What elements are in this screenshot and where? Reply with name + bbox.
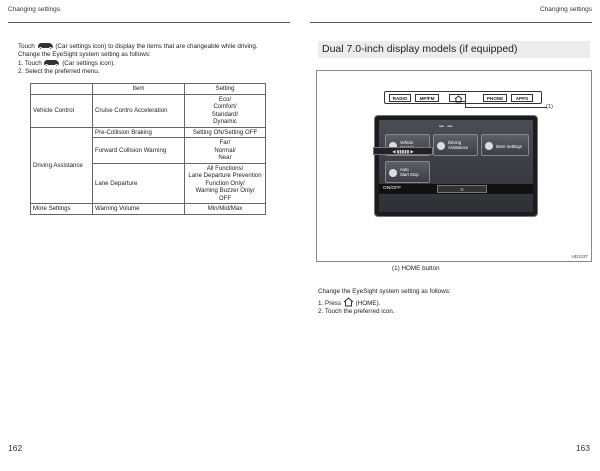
table-item-cell: Pre-Collision Braking [93,127,185,138]
radio-button[interactable]: RADIO [389,94,411,102]
tile-auto-start-stop[interactable] [385,161,430,183]
table-item-cell: Forward Collision Warning [93,138,185,164]
table-setting-cell: Min/Mid/Max [185,204,266,215]
table-setting-cell: Eco/ Comfort/ Standard/ Dynamic [185,94,266,127]
callout-label: (1) [546,104,553,110]
table-item-cell: Cruise Contro Acceleration [93,94,185,127]
table-setting-cell: Far/ Normal/ Near [185,138,266,164]
intro-text [18,43,278,76]
instructions-line2-b: (HOME). [355,299,381,307]
home-icon [343,297,354,307]
intro-line4: 2. Select the preferred menu. [18,67,100,75]
touch-screen [374,115,538,217]
phone-button[interactable]: PHONE [483,94,507,102]
table-group-cell: Vehicle Control [31,94,93,127]
car-settings-icon [37,43,54,49]
table-header-cell [31,84,93,95]
table-row [31,204,266,215]
intro-line1-b: (Car settings icon) to display the items that are changeable while driving. [55,43,258,50]
table-header-row [31,84,266,95]
car-settings-icon [43,60,60,66]
button-bar [384,91,542,104]
more-settings-icon [485,142,493,150]
instructions-line1: Change the EyeSight system setting as follows: [318,288,451,295]
tile-label: Driving Assistance [448,140,469,150]
settings-table [30,83,266,215]
figure-caption: (1) HOME button [392,265,440,272]
driving-assistance-icon [437,142,445,150]
home-button[interactable] [449,94,466,102]
auto-start-stop-icon [389,169,397,177]
tile-label: Auto Start Stop [400,167,419,177]
tile-more-settings[interactable] [481,134,529,156]
display-figure [316,70,592,262]
table-setting-cell: Setting ON/Setting OFF [185,127,266,138]
table-item-cell: Lane Departure [93,163,185,204]
table-group-cell: More Settings [31,204,93,215]
intro-line3-a: 1. Touch [18,59,42,67]
page-indicator: ▬ ▬ [439,123,454,129]
instructions [318,288,578,317]
tile-label: More Settings [496,144,522,149]
intro-line3-b: (Car settings icon). [62,59,116,67]
table-header-cell: Setting [185,84,266,95]
climate-strip [379,184,533,194]
table-row [31,94,266,127]
table-item-cell: Warning Volume [93,204,185,215]
table-row [31,127,266,138]
section-title: Dual 7.0-inch display models (if equipped) [318,41,590,58]
table-setting-cell: All Functions/ Lane Departure Prevention Function Only/ Warning Buzzer Only/ OFF [185,163,266,204]
table-header-cell: Item [93,84,185,95]
mpfm-button[interactable]: MP/FM [415,94,439,102]
fan-control-icon[interactable]: ◀ ▮▮▮▮▮ ▶ [373,147,433,155]
intro-line1-a: Touch [18,43,35,50]
screen-inner [379,120,533,212]
tile-label: Vehicle [400,140,414,145]
page-header-right: Changing settings [539,6,592,13]
fan-indicator-icon: ≋ [437,185,487,193]
instructions-line3: 2. Touch the preferred icon. [318,308,395,316]
header-rule-right [310,22,592,23]
page-header-left: Changing settings [8,6,61,13]
callout-line [465,107,543,108]
instructions-line2-a: 1. Press [318,299,342,307]
page-number-right: 163 [575,443,590,453]
tile-driving-assistance[interactable] [433,134,478,156]
on-off-button[interactable]: ON/OFF [383,186,402,191]
home-icon [454,95,463,103]
intro-line2: Change the EyeSight system setting as follows: [18,51,151,59]
figure-id: HD1337 [571,254,588,259]
table-group-cell: Driving Assistance [31,127,93,204]
header-rule-left [8,22,290,23]
page-number-left: 162 [8,443,23,453]
apps-button[interactable]: APPS [511,94,533,102]
